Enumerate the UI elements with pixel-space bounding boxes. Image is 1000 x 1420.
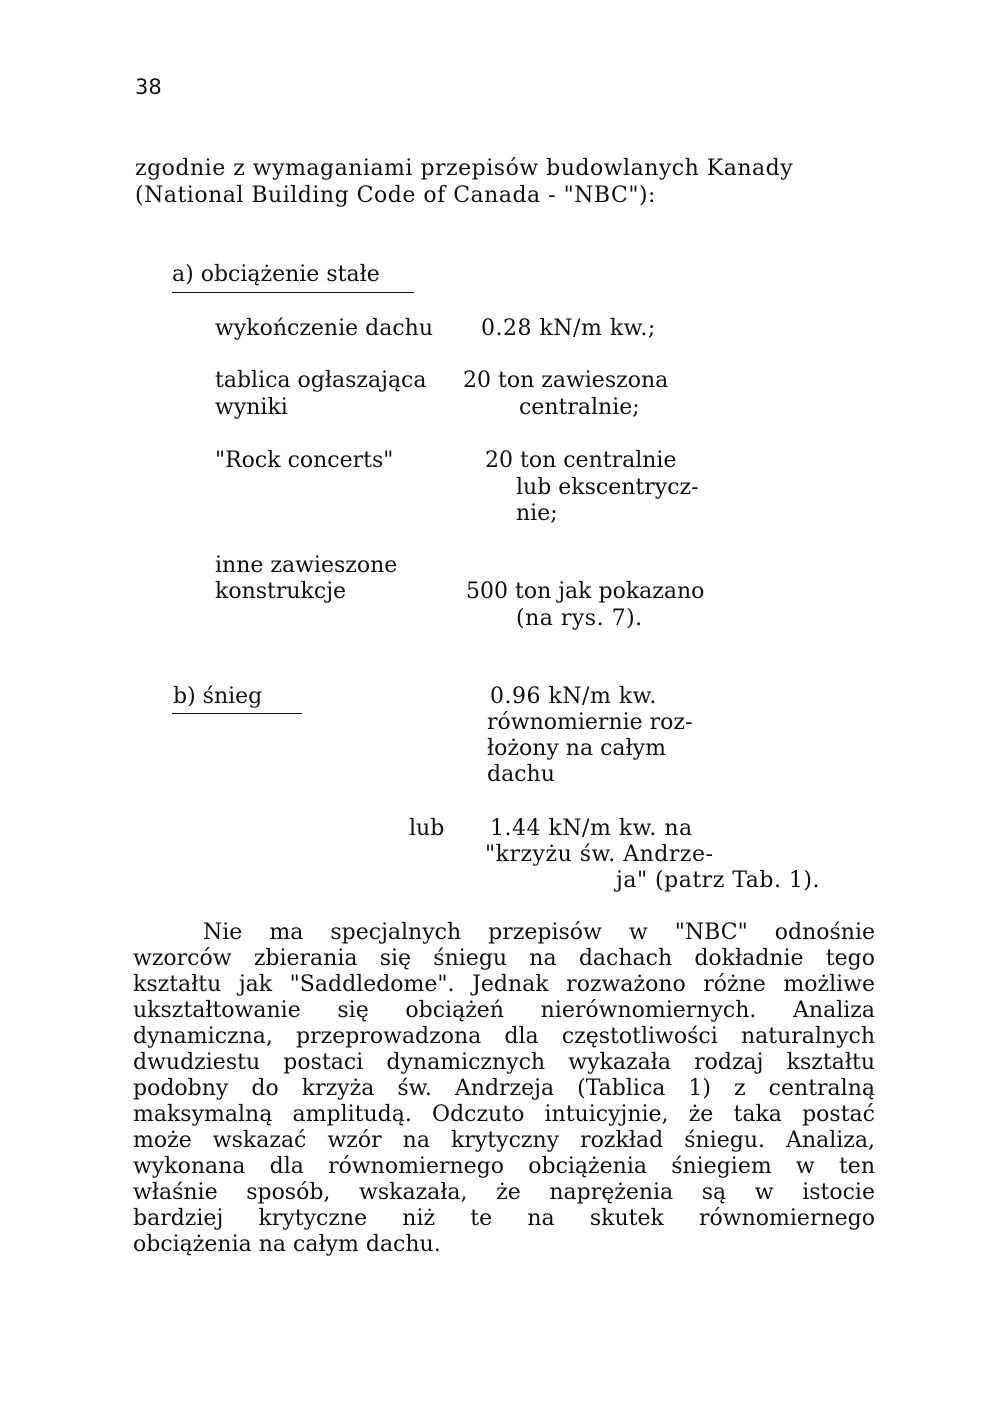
row-value: 500 ton jak pokazano <box>466 579 705 604</box>
snow-value-2: "krzyżu św. Andrze- <box>485 842 714 867</box>
or-label: lub <box>409 816 445 841</box>
section-b-underline <box>172 713 302 714</box>
row-value: lub ekscentrycz- <box>516 475 699 500</box>
row-label: tablica ogłaszająca <box>215 368 427 393</box>
row-label: wyniki <box>215 395 288 420</box>
row-label: "Rock concerts" <box>215 448 394 473</box>
section-a-underline <box>172 292 414 293</box>
intro-line: zgodnie z wymaganiami przepisów budowlanych Kanady <box>135 156 794 181</box>
row-label: wykończenie dachu <box>215 316 434 341</box>
paragraph-line: ukształtowanie się obciążeń nierównomiernych. Analiza <box>133 998 875 1023</box>
row-label: konstrukcje <box>215 579 347 604</box>
paragraph-line: obciążenia na całym dachu. <box>133 1232 441 1257</box>
body-paragraph <box>133 920 875 1258</box>
page-number: 38 <box>135 75 162 99</box>
paragraph-line: dynamiczna, przeprowadzona dla częstotliwości naturalnych <box>133 1024 875 1049</box>
row-value: (na rys. 7). <box>516 606 643 631</box>
snow-value-2: ja" (patrz Tab. 1). <box>616 868 820 893</box>
row-value: nie; <box>516 501 558 526</box>
row-label: inne zawieszone <box>215 553 398 578</box>
paragraph-line: Nie ma specjalnych przepisów w "NBC" odnośnie <box>203 920 875 945</box>
snow-value-1: równomiernie roz- <box>487 710 693 735</box>
paragraph-line: wzorców zbierania się śniegu na dachach dokładnie tego <box>133 946 875 971</box>
paragraph-line: maksymalną amplitudą. Odczuto intuicyjnie, że taka postać <box>133 1102 875 1127</box>
snow-value-1: łożony na całym <box>487 736 666 761</box>
paragraph-line: bardziej krytyczne niż te na skutek równomiernego <box>133 1206 875 1231</box>
section-b-heading: b) śnieg <box>173 684 263 709</box>
snow-value-1: 0.96 kN/m kw. <box>490 684 657 709</box>
row-value: 0.28 kN/m kw.; <box>481 316 656 341</box>
snow-value-2: 1.44 kN/m kw. na <box>490 816 693 841</box>
paragraph-line: kształtu jak "Saddledome". Jednak rozważono różne możliwe <box>133 972 875 997</box>
row-value: centralnie; <box>519 395 640 420</box>
paragraph-line: podobny do krzyża św. Andrzeja (Tablica 1) z centralną <box>133 1076 875 1101</box>
paragraph-line: właśnie sposób, wskazała, że naprężenia są w istocie <box>133 1180 875 1205</box>
paragraph-line: wykonana dla równomiernego obciążenia śniegiem w ten <box>133 1154 875 1179</box>
row-value: 20 ton zawieszona <box>463 368 669 393</box>
paragraph-line: może wskazać wzór na krytyczny rozkład śniegu. Analiza, <box>133 1128 875 1153</box>
row-value: 20 ton centralnie <box>485 448 677 473</box>
snow-value-1: dachu <box>487 762 555 787</box>
paragraph-line: dwudziestu postaci dynamicznych wykazała rodzaj kształtu <box>133 1050 875 1075</box>
section-a-heading: a) obciążenie stałe <box>172 262 380 287</box>
intro-line: (National Building Code of Canada - "NBC"): <box>135 183 656 208</box>
